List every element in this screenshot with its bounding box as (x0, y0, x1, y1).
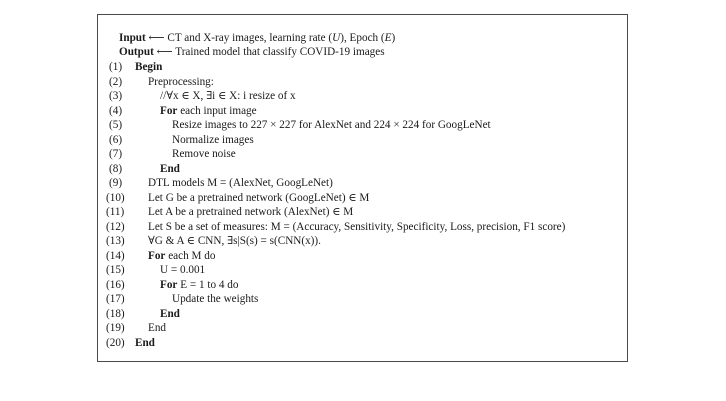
line-number: (1) (109, 61, 123, 73)
comment-text: //∀x ∈ X, ∃i ∈ X: i resize of x (160, 90, 296, 102)
line-number: (19) (106, 322, 125, 334)
line-number: (20) (106, 337, 125, 349)
input-text-a: CT and X-ray images, learning rate ( (164, 32, 333, 44)
line-number: (10) (106, 192, 125, 204)
for-text: E = 1 to 4 do (177, 279, 239, 291)
algo-line-for-epoch (160, 278, 238, 292)
algo-line-let-a: Let A be a pretrained network (AlexNet) ∈ M (148, 206, 354, 218)
algo-line-preprocessing: Preprocessing: (148, 76, 214, 88)
for-keyword: For (160, 279, 178, 291)
line-number: (4) (109, 105, 123, 117)
line-number: (18) (106, 308, 125, 320)
line-number: (2) (109, 76, 123, 88)
line-number: (14) (106, 250, 125, 262)
line-number: (6) (109, 134, 123, 146)
input-var-u: U (332, 32, 341, 44)
algo-line-let-g: Let G be a pretrained network (GoogLeNet) ∈ M (148, 192, 370, 204)
algo-line-let-s: Let S be a set of measures: M = (Accuracy, Sensitivity, Specificity, Loss, precision, F1 score) (148, 221, 566, 233)
algo-line-end-epoch: End (160, 308, 180, 320)
algo-line-for-each-m (148, 249, 215, 263)
input-line (119, 31, 395, 45)
algo-line-comment (160, 89, 296, 103)
algo-line-for-input (160, 104, 257, 118)
line-number: (15) (106, 264, 125, 276)
line-number: (9) (109, 177, 123, 189)
line-number: (7) (109, 148, 123, 160)
algo-line-normalize: Normalize images (172, 134, 254, 146)
for-keyword: For (148, 250, 166, 262)
line-number: (13) (106, 235, 125, 247)
output-keyword: Output (119, 46, 154, 58)
algo-line-update-weights: Update the weights (172, 293, 259, 305)
for-text: each input image (177, 105, 257, 117)
input-var-e: E (384, 32, 392, 44)
input-text-c: ) (391, 32, 396, 44)
line-number: (16) (106, 279, 125, 291)
for-text: each M do (165, 250, 216, 262)
algo-line-dtl-models: DTL models M = (AlexNet, GoogLeNet) (148, 177, 333, 189)
input-keyword: Input (119, 32, 146, 44)
output-text: Trained model that classify COVID-19 images (172, 46, 385, 58)
line-number: (12) (106, 221, 125, 233)
output-line (119, 45, 385, 59)
input-text-b: ), Epoch ( (340, 32, 385, 44)
line-number: (3) (109, 90, 123, 102)
algo-line-end-models: End (148, 322, 167, 334)
line-number: (17) (106, 293, 125, 305)
algo-line-begin: Begin (135, 61, 163, 73)
algo-line-forall: ∀G & A ∈ CNN, ∃s|S(s) = s(CNN(x)). (148, 235, 321, 247)
for-keyword: For (160, 105, 178, 117)
algo-line-resize: Resize images to 227 × 227 for AlexNet and 224 × 224 for GoogLeNet (172, 119, 491, 131)
line-number: (11) (106, 206, 125, 218)
input-arrow: ⟵ (148, 32, 165, 44)
line-number: (5) (109, 119, 123, 131)
output-arrow: ⟵ (156, 46, 173, 58)
algo-line-end: End (135, 337, 155, 349)
algo-line-learning-rate: U = 0.001 (160, 264, 206, 276)
algo-line-end-for: End (160, 163, 180, 175)
algo-line-remove-noise: Remove noise (172, 148, 236, 160)
line-number: (8) (109, 163, 123, 175)
